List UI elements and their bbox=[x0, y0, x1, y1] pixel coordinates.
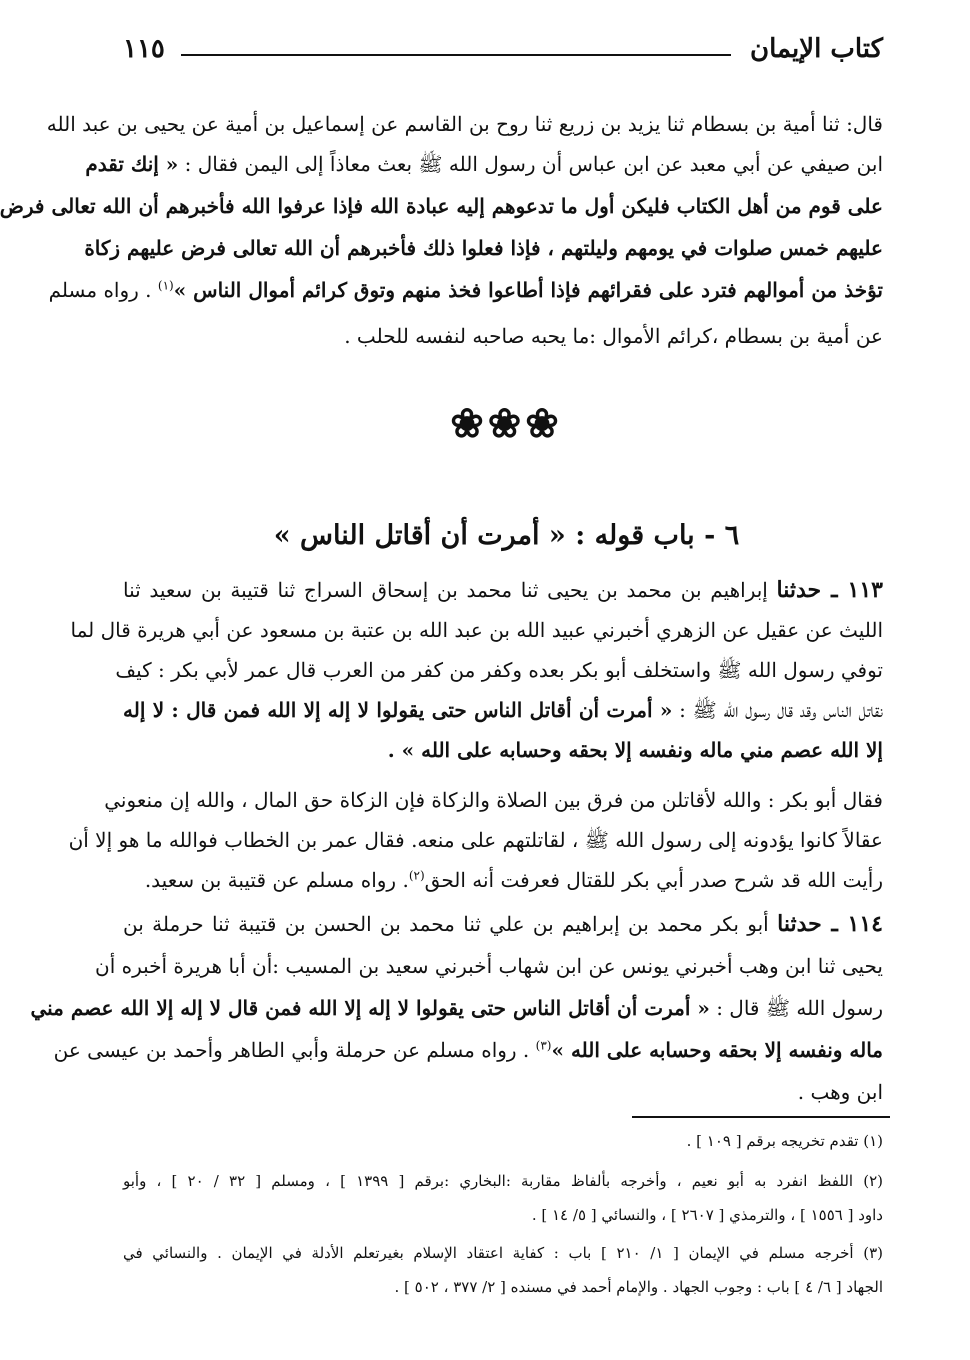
text-line: فقال أبو بكر : والله لأقاتلن من فرق بين الصلاة والزكاة فإن الزكاة حق المال ، والله إن منعوني bbox=[104, 788, 883, 812]
text-line: إلا الله عصم مني ماله ونفسه إلا بحقه وحسابه على الله » . bbox=[387, 738, 883, 762]
footnote-rule bbox=[632, 1116, 890, 1118]
header-rule bbox=[181, 54, 731, 56]
text-line: عقالاً كانوا يؤدونه إلى رسول الله ﷺ ، لقاتلتهم على منعه. فقال عمر بن الخطاب فوالله ما هو إلا أن bbox=[68, 828, 883, 852]
text-line: توفي رسول الله ﷺ واستخلف أبو بكر بعده وكفر من كفر من العرب قال عمر لأبي بكر : كيف bbox=[115, 658, 883, 682]
text-line: ١١٤ ـ حدثنا أبو بكر محمد بن إبراهيم بن علي ثنا محمد بن الحسن بن قتيبة ثنا حرملة بن bbox=[123, 911, 883, 937]
text-line: رأيت الله قد شرح صدر أبي بكر للقتال فعرفت أنه الحق$^{(٢)}$. رواه مسلم عن قتيبة بن سعيد. bbox=[144, 868, 883, 892]
section-ornament: ❀❀❀ bbox=[450, 400, 563, 447]
footnote: الجهاد [ ٦/ ٤ ] باب : وجوب الجهاد . والإمام أحمد في مسنده [ ٢/ ٣٧٧ ، ٥٠٢ ] . bbox=[394, 1278, 883, 1296]
text-line: على قوم من أهل الكتاب فليكن أول ما تدعوهم إليه عبادة الله فإذا عرفوا الله فأخبرهم أن الله تعالى فرض bbox=[0, 194, 883, 218]
hadith-number: ١١٤ ـ حدثنا bbox=[777, 911, 883, 937]
running-header bbox=[123, 30, 883, 74]
text-line: ابن وهب . bbox=[797, 1080, 883, 1104]
text-line: ابن صيفي عن أبي معبد عن ابن عباس أن رسول الله ﷺ بعث معاذاً إلى اليمن فقال : « إنك تقدم bbox=[85, 152, 883, 176]
footnote-marker: (٣) bbox=[535, 1038, 552, 1053]
hadith-number: ١١٣ ـ حدثنا bbox=[776, 577, 883, 603]
footnote: (٢) اللفظ انفرد به أبو نعيم ، وأخرجه بألفاظ مقاربة :البخاري :برقم [ ١٣٩٩ ] ، ومسلم [ ٣٢ / ٢٠ ] ، وأبو bbox=[123, 1172, 883, 1190]
text-line: الليث عن عقيل عن الزهري أخبرني عبيد الله بن عبد الله بن عتبة بن مسعود عن أبي هريرة قال لما bbox=[70, 618, 883, 642]
text-line: ماله ونفسه إلا بحقه وحسابه على الله »$^{(٣)}$ . رواه مسلم عن حرملة وأبي الطاهر وأحمد بن عيسى عن bbox=[53, 1038, 883, 1062]
text-line: ١١٣ ـ حدثنا إبراهيم بن محمد بن يحيى ثنا محمد بن إسحاق السراج ثنا قتيبة بن سعيد ثنا bbox=[123, 577, 883, 603]
text-line: تؤخذ من أموالهم فترد على فقرائهم فإذا أطاعوا فخذ منهم وتوق كرائم أموال الناس »$^{(١)}$ . رواه مسلم bbox=[48, 278, 883, 302]
footnote-marker: (٢) bbox=[408, 868, 425, 883]
text-line: قال: ثنا أمية بن بسطام ثنا يزيد بن زريع ثنا روح بن القاسم عن إسماعيل بن أمية عن يحيى بن عبد الله bbox=[46, 112, 883, 136]
text-line: عليهم خمس صلوات في يومهم وليلتهم ، فإذا فعلوا ذلك فأخبرهم أن الله تعالى فرض عليهم زكاة bbox=[84, 236, 883, 260]
book-title: كتاب الإيمان bbox=[749, 34, 883, 64]
text-line: رسول الله ﷺ قال : « أمرت أن أقاتل الناس حتى يقولوا لا إله إلا الله فمن قال لا إله إلا الله عصم مني bbox=[30, 996, 883, 1020]
footnote: داود [ ١٥٥٦ ] ، والترمذي [ ٢٦٠٧ ] ، والنسائي [ ٥/ ١٤ ] . bbox=[531, 1206, 883, 1224]
footnote: (٣) أخرجه مسلم في الإيمان [ ١/ ٢١٠ ] باب : كفاية اعتقاد الإسلام بغيرتعلم الأدلة في الإيمان . والنسائي في bbox=[123, 1244, 883, 1262]
footnote-marker: (١) bbox=[157, 278, 174, 293]
footnote: (١) تقدم تخريجه برقم [ ١٠٩ ] . bbox=[686, 1132, 883, 1150]
page-number: ١١٥ bbox=[123, 34, 165, 64]
text-line: نقاتل الناس وقد قال رسول الله ﷺ : « أمرت أن أقاتل الناس حتى يقولوا لا إله إلا الله فمن قال : لا إله bbox=[123, 698, 883, 722]
text-line: يحيى ثنا ابن وهب أخبرني يونس عن ابن شهاب أخبرني سعيد بن المسيب :أن أبا هريرة أخبره أن bbox=[95, 954, 883, 978]
chapter-heading: ٦ - باب قوله : « أمرت أن أقاتل الناس » bbox=[273, 520, 740, 551]
text-line: عن أمية بن بسطام ،كرائم الأموال :ما يحبه صاحبه لنفسه للحلب . bbox=[344, 324, 883, 348]
